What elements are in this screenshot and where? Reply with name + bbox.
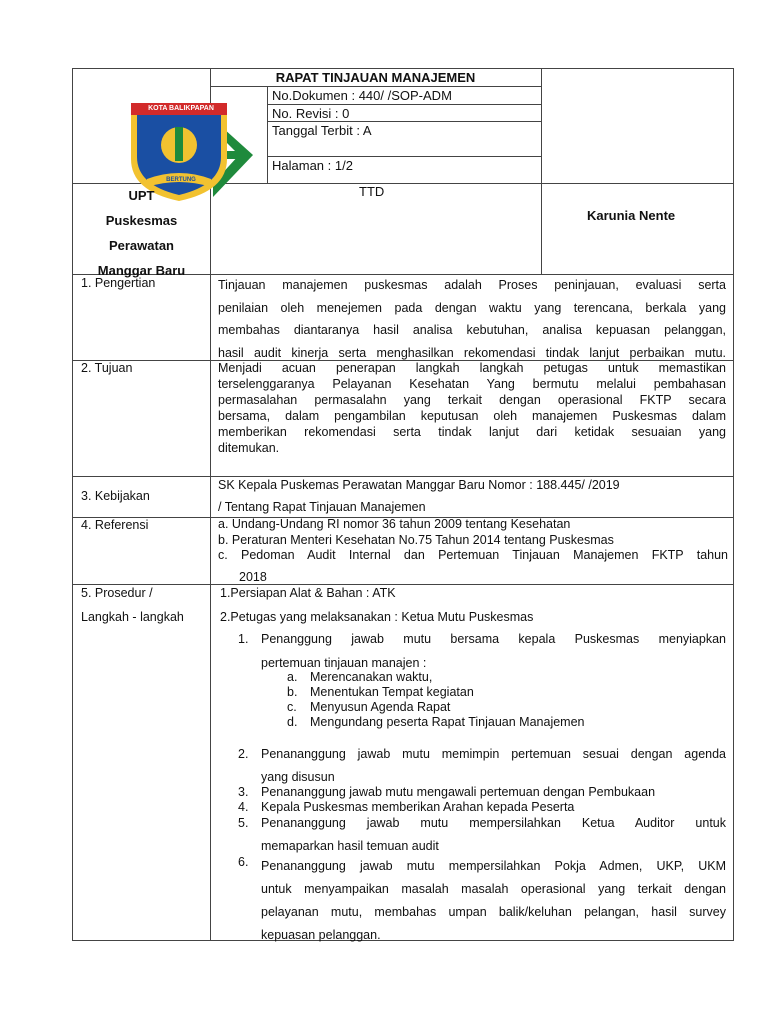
label-tujuan: 2. Tujuan xyxy=(81,361,133,375)
unit-line: UPT xyxy=(128,188,155,203)
substep-markers xyxy=(287,670,297,730)
pengertian-body xyxy=(218,274,726,364)
persiapan-line: 1.Persiapan Alat & Bahan : ATK xyxy=(220,586,396,600)
step-marker: 2. xyxy=(238,747,249,761)
substep-item: Mengundang peserta Rapat Tinjauan Manajemen xyxy=(310,715,585,729)
step-6-line: Penananggung jawab mutu mempersilahkan Pokja Admen, UKP, UKM xyxy=(261,859,726,873)
right-column-rule xyxy=(541,69,542,274)
step-marker: 3. xyxy=(238,785,249,799)
signatory-name: Karunia Nente xyxy=(587,208,676,223)
step-6-line: kepuasan pelanggan. xyxy=(261,928,381,942)
step-2-line-1: Penananggung jawab mutu memimpin pertemuan sesuai dengan agenda xyxy=(261,747,726,761)
tujuan-line: memberikan rekomendasi serta tindak lanjut dari ketidak sesuaian yang xyxy=(218,425,726,439)
pengertian-line: Tinjauan manajemen puskesmas adalah Proses peninjauan, evaluasi serta xyxy=(218,278,726,292)
step-marker: 5. xyxy=(238,816,249,830)
label-prosedur-1: 5. Prosedur / xyxy=(81,586,153,600)
step-5-line-2: memaparkan hasil temuan audit xyxy=(261,839,439,853)
step-1-line-1: Penanggung jawab mutu bersama kepala Puskesmas menyiapkan xyxy=(261,632,726,646)
referensi-item: c. Pedoman Audit Internal dan Pertemuan Tinjauan Manajemen FKTP tahun xyxy=(218,548,728,562)
referensi-list xyxy=(218,517,728,564)
tujuan-body xyxy=(218,360,726,456)
unit-line: Manggar Baru xyxy=(97,263,186,278)
row-rule-kebijakan xyxy=(73,476,733,477)
pengertian-line: hasil audit kinerja serta menghasilkan rekomendasi tindak lanjut perbaikan mutu. xyxy=(218,345,726,360)
step-6 xyxy=(261,855,726,947)
substep-item: Menyusun Agenda Rapat xyxy=(310,700,451,714)
substep-marker: a. xyxy=(287,670,298,684)
tujuan-line: permasalahan permasalahn yang terkait dengan operasional FKTP secara xyxy=(218,393,726,407)
step-marker: 4. xyxy=(238,800,249,814)
title-bottom-rule xyxy=(210,86,541,87)
no-dokumen: No.Dokumen : 440/ /SOP-ADM xyxy=(272,88,452,103)
halaman: Halaman : 1/2 xyxy=(272,158,353,173)
step-5-line-1: Penananggung jawab mutu mempersilahkan Ketua Auditor untuk xyxy=(261,816,726,830)
step-4: Kepala Puskesmas memberikan Arahan kepada Peserta xyxy=(261,800,575,814)
sop-document xyxy=(72,68,734,941)
tujuan-line: bersama, dalam pengambilan keputusan oleh manajemen Puskesmas dalam xyxy=(218,409,726,423)
tujuan-line: terselenggaranya Pelayanan Kesehatan Yang bermutu melalui pembahasan xyxy=(218,377,726,391)
referensi-item: b. Peraturan Menteri Kesehatan No.75 Tahun 2014 tentang Puskesmas xyxy=(218,532,614,547)
step-6-line: untuk menyampaikan masalah masalah operasional yang terkait dengan xyxy=(261,882,726,896)
document-title: RAPAT TINJAUAN MANAJEMEN xyxy=(275,70,476,85)
ttd-label: TTD xyxy=(359,184,385,199)
referensi-item-cont: 2018 xyxy=(239,570,267,584)
step-marker: 6. xyxy=(238,855,249,869)
info-rule-1 xyxy=(267,104,541,105)
info-rule-3 xyxy=(267,156,541,157)
label-column-rule xyxy=(210,274,211,940)
unit-line: Puskesmas xyxy=(105,213,178,228)
logo-center-mark xyxy=(175,127,183,161)
unit-name xyxy=(73,183,210,283)
substep-item: Merencanakan waktu, xyxy=(310,670,433,684)
substep-marker: d. xyxy=(287,715,298,729)
info-rule-2 xyxy=(267,121,541,122)
petugas-line: 2.Petugas yang melaksanakan : Ketua Mutu Puskesmas xyxy=(220,610,534,624)
referensi-item: a. Undang-Undang RI nomor 36 tahun 2009 tentang Kesehatan xyxy=(218,517,571,531)
tanggal-terbit: Tanggal Terbit : A xyxy=(272,123,372,138)
substep-marker: c. xyxy=(287,700,297,714)
no-revisi: No. Revisi : 0 xyxy=(272,106,350,121)
logo-top-text: KOTA BALIKPAPAN xyxy=(148,105,214,112)
kebijakan-line-1: SK Kepala Puskemas Perawatan Manggar Baru Nomor : 188.445/ /2019 xyxy=(218,478,620,492)
logo-bottom-text: BERTUNG xyxy=(166,177,196,183)
kebijakan-line-2: / Tentang Rapat Tinjauan Manajemen xyxy=(218,500,426,514)
row-rule-prosedur xyxy=(73,584,733,585)
label-pengertian: 1. Pengertian xyxy=(81,276,156,290)
substep-list xyxy=(310,670,585,730)
step-2-line-2: yang disusun xyxy=(261,770,335,784)
label-prosedur-2: Langkah - langkah xyxy=(81,610,184,624)
unit-line: Perawatan xyxy=(108,238,175,253)
label-kebijakan: 3. Kebijakan xyxy=(81,489,150,503)
label-referensi: 4. Referensi xyxy=(81,518,149,532)
substep-marker: b. xyxy=(287,685,298,699)
step-6-line: pelayanan mutu, membahas umpan balik/keluhan pelangan, hasil survey xyxy=(261,905,726,919)
pengertian-line: membahas diantaranya hasil analisa kebutuhan, analisa kepuasan pelanggan, xyxy=(218,323,726,337)
tujuan-line: ditemukan. xyxy=(218,441,280,455)
substep-item: Menentukan Tempat kegiatan xyxy=(310,685,474,699)
info-box-left-rule xyxy=(267,86,268,183)
tujuan-line: Menjadi acuan penerapan langkah langkah petugas untuk memastikan xyxy=(218,361,726,375)
step-3: Penananggung jawab mutu mengawali pertemuan dengan Pembukaan xyxy=(261,785,656,799)
pengertian-line: penilaian oleh menejemen pada dengan waktu yang terencana, berkala yang xyxy=(218,300,726,315)
step-1-line-2: pertemuan tinjauan manajen : xyxy=(261,656,427,670)
step-marker: 1. xyxy=(238,632,249,646)
